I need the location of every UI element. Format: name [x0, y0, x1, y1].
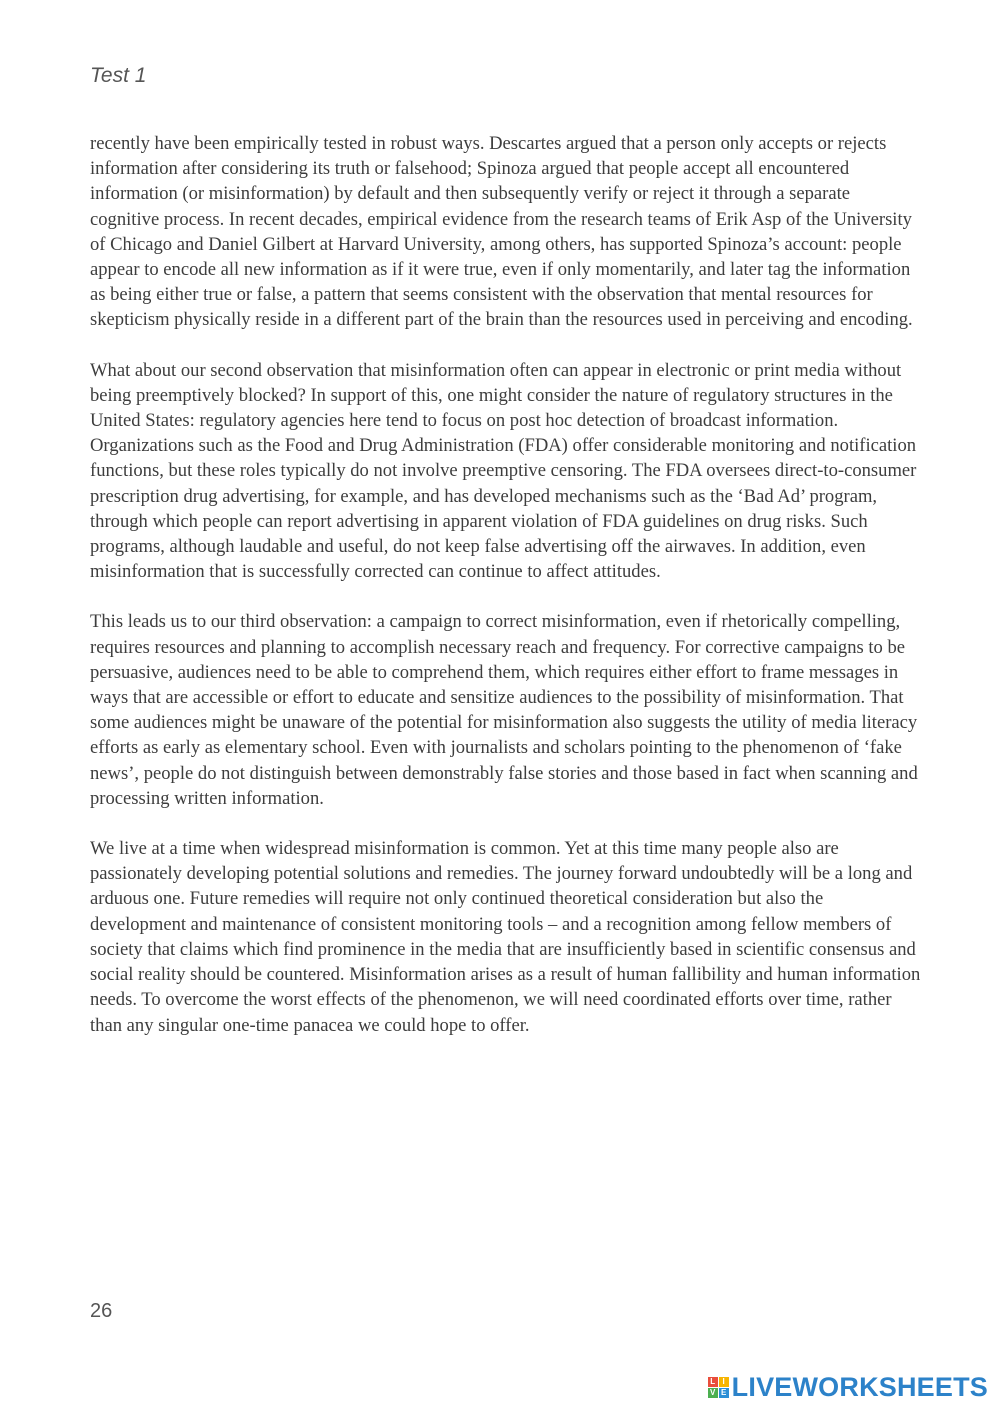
- liveworksheets-brand[interactable]: [708, 1372, 988, 1403]
- document-body: [90, 131, 922, 1063]
- paragraph-4: We live at a time when widespread misinformation is common. Yet at this time many people also are passionately developing potential solutions and remedies. The journey forward undoubtedly will be a long and arduous one. Future remedies will require not only continued theoretical consideration but also the development and maintenance of consistent monitoring tools – and a recognition among fellow members of society that claims which find prominence in the media that are insufficiently based in scientific consensus and social reality should be countered. Misinformation arises as a result of human fallibility and human information needs. To overcome the worst effects of the phenomenon, we will need coordinated efforts over time, rather than any singular one-time panacea we could hope to offer.: [90, 838, 921, 1036]
- logo-letter-i: I: [719, 1377, 729, 1387]
- page-number: 26: [90, 1300, 113, 1322]
- page-header: Test 1: [90, 64, 147, 87]
- liveworksheets-logo-icon: [708, 1377, 729, 1398]
- brand-name: LIVEWORKSHEETS: [731, 1372, 988, 1402]
- logo-letter-l: L: [708, 1377, 718, 1387]
- paragraph-1: recently have been empirically tested in robust ways. Descartes argued that a person only accepts or rejects information after considering its truth or falsehood; Spinoza argued that people accept all encountered information (or misinformation) by default and then subsequently verify or reject it through a separate cognitive process. In recent decades, empirical evidence from the research teams of Erik Asp of the University of Chicago and Daniel Gilbert at Harvard University, among others, has supported Spinoza’s account: people appear to encode all new information as if it were true, even if only momentarily, and later tag the information as being either true or false, a pattern that seems consistent with the observation that mental resources for skepticism physically reside in a different part of the brain than the resources used in perceiving and encoding.: [90, 133, 913, 331]
- logo-letter-v: V: [708, 1388, 718, 1398]
- paragraph-2: What about our second observation that misinformation often can appear in electronic or print media without being preemptively blocked? In support of this, one might consider the nature of regulatory structures in the United States: regulatory agencies here tend to focus on post hoc detection of broadcast information. Organizations such as the Food and Drug Administration (FDA) offer considerable monitoring and notification functions, but these roles typically do not involve preemptive censoring. The FDA oversees direct-to-consumer prescription drug advertising, for example, and has developed mechanisms such as the ‘Bad Ad’ program, through which people can report advertising in apparent violation of FDA guidelines on drug risks. Such programs, although laudable and useful, do not keep false advertising off the airwaves. In addition, even misinformation that is successfully corrected can continue to affect attitudes.: [90, 359, 917, 583]
- logo-letter-e: E: [719, 1388, 729, 1398]
- paragraph-3: This leads us to our third observation: a campaign to correct misinformation, even if rhetorically compelling, requires resources and planning to accomplish necessary reach and frequency. For corrective campaigns to be persuasive, audiences need to be able to comprehend them, which requires either effort to frame messages in ways that are accessible or effort to educate and sensitize audiences to the possibility of misinformation. That some audiences might be unaware of the potential for misinformation also suggests the utility of media literacy efforts as early as elementary school. Even with journalists and scholars pointing to the phenomenon of ‘fake news’, people do not distinguish between demonstrably false stories and those based in fact when scanning and processing written information.: [90, 611, 918, 809]
